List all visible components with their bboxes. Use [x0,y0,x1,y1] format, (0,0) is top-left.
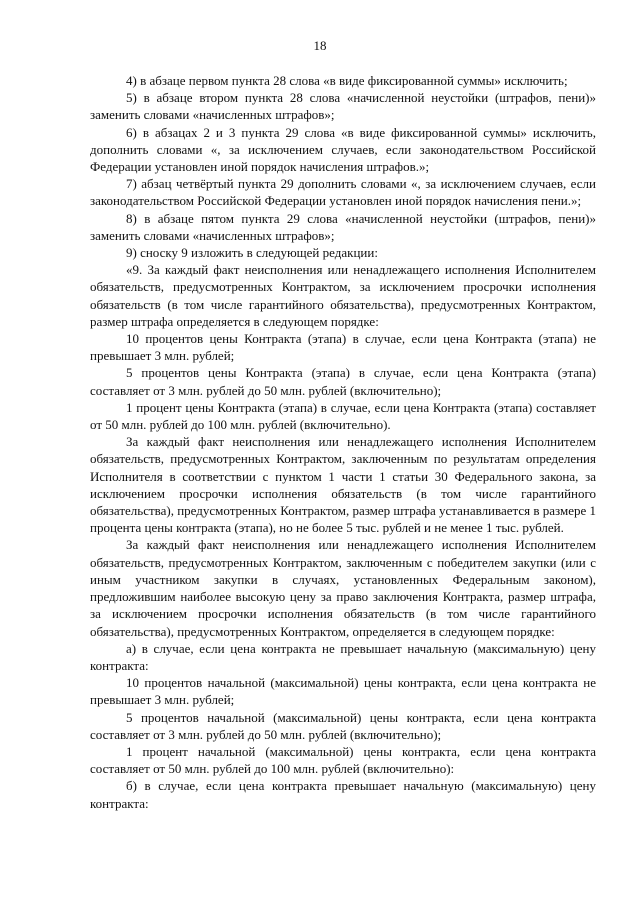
paragraph: 5 процентов начальной (максимальной) цены контракта, если цена контракта составляет от 3 млн. рублей до 50 млн. рублей (включительно); [90,709,596,742]
paragraph: 6) в абзацах 2 и 3 пункта 29 слова «в виде фиксированной суммы» исключить, дополнить словами «, за исключением случаев, если законодательством Российской Федерации установлен иной порядок начисления штрафов.»; [90,124,596,175]
paragraph: 1 процент начальной (максимальной) цены контракта, если цена контракта составляет от 50 млн. рублей до 100 млн. рублей (включительно): [90,743,596,777]
paragraph: 5 процентов цены Контракта (этапа) в случае, если цена Контракта (этапа) составляет от 3 млн. рублей до 50 млн. рублей (включительно); [90,365,596,398]
page-number: 18 [313,38,327,53]
document-body [90,72,596,812]
paragraph: 7) абзац четвёртый пункта 29 дополнить словами «, за исключением случаев, если законодательством Российской Федерации установлен иной порядок начисления пени.»; [90,176,596,209]
paragraph: 5) в абзаце втором пункта 28 слова «начисленной неустойки (штрафов, пени)» заменить словами «начисленных штрафов»; [90,90,596,123]
paragraph: За каждый факт неисполнения или ненадлежащего исполнения Исполнителем обязательств, предусмотренных Контрактом, заключенным по результатам определения Исполнителя в соответствии с пунктом 1 части 1 статьи 30 Федерального закона, за исключением просрочки исполнения обязательств (в том числе гарантийного обязательства), предусмотренных Контрактом, размер штрафа устанавливается в размере 1 процента цены контракта (этапа), но не более 5 тыс. рублей и не менее 1 тыс. рублей. [90,434,596,536]
paragraph: 10 процентов начальной (максимальной) цены контракта, если цена контракта не превышает 3 млн. рублей; [90,675,596,708]
paragraph: За каждый факт неисполнения или ненадлежащего исполнения Исполнителем обязательств, предусмотренных Контрактом, заключенным с победителем закупки (или с иным участником закупки в случаях, установленных Федеральным законом), предложившим наиболее высокую цену за право заключения Контракта, размер штрафа, за исключением просрочки исполнения обязательств (в том числе гарантийного обязательства), предусмотренных Контрактом, определяется в следующем порядке: [90,537,596,639]
paragraph: 10 процентов цены Контракта (этапа) в случае, если цена Контракта (этапа) не превышает 3 млн. рублей; [90,331,596,364]
paragraph: 1 процент цены Контракта (этапа) в случае, если цена Контракта (этапа) составляет от 50 млн. рублей до 100 млн. рублей (включительно). [90,399,596,433]
paragraph: «9. За каждый факт неисполнения или ненадлежащего исполнения Исполнителем обязательств, предусмотренных Контрактом, за исключением просрочки исполнения обязательств (в том числе гарантийного обязательства), предусмотренных Контрактом, размер штрафа определяется в следующем порядке: [90,262,596,329]
paragraph: 8) в абзаце пятом пункта 29 слова «начисленной неустойки (штрафов, пени)» заменить словами «начисленных штрафов»; [90,210,596,243]
paragraph: 4) в абзаце первом пункта 28 слова «в виде фиксированной суммы» исключить; [126,73,568,88]
paragraph: а) в случае, если цена контракта не превышает начальную (максимальную) цену контракта: [90,640,596,673]
paragraph: б) в случае, если цена контракта превышает начальную (максимальную) цену контракта: [90,778,596,811]
paragraph: 9) сноску 9 изложить в следующей редакции: [126,245,378,261]
